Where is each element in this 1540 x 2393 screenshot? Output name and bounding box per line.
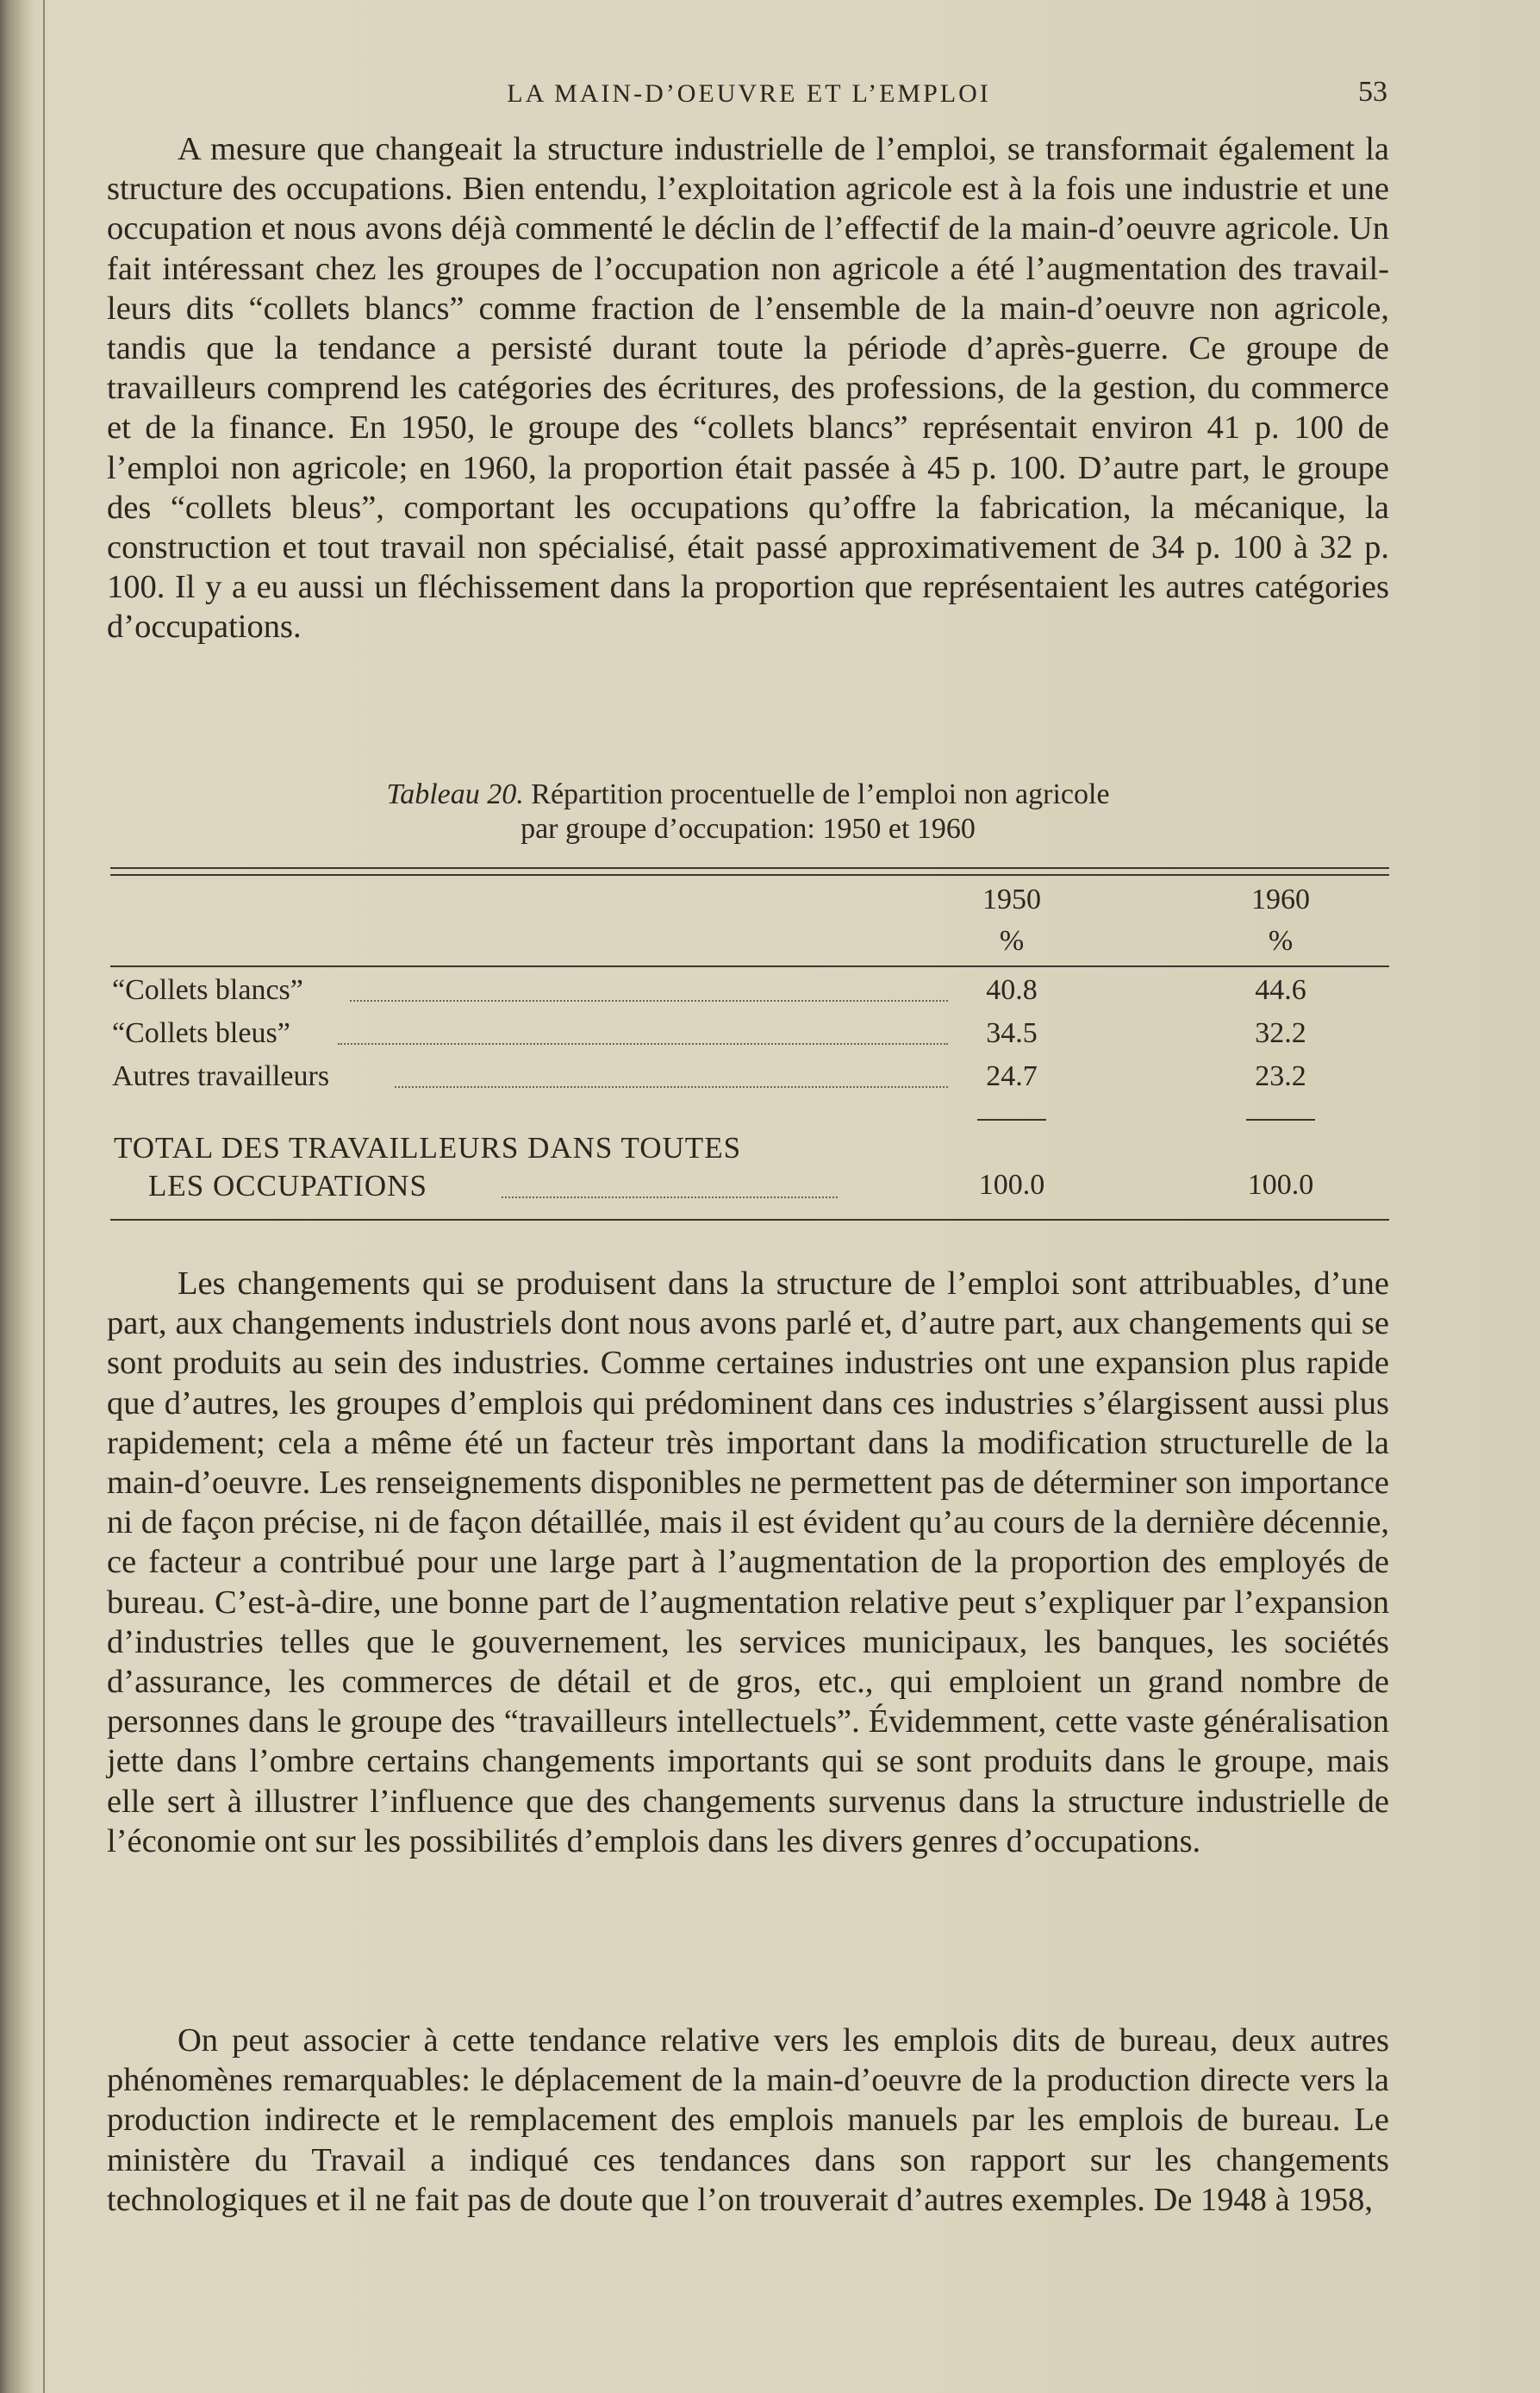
sum-rule-1960 — [1246, 1119, 1315, 1121]
row-label: “Collets bleus” — [112, 1017, 290, 1049]
column-year: 1960 — [1251, 884, 1310, 915]
column-header-1950 — [943, 879, 1081, 962]
table-caption-title: Répartition procentuelle de l’emploi non agricole — [531, 778, 1110, 810]
row-label: Autres travailleurs — [112, 1060, 330, 1092]
total-value-1960: 100.0 — [1247, 1169, 1314, 1201]
value-1960: 32.2 — [1255, 1017, 1306, 1049]
total-label-line-1: TOTAL DES TRAVAILLEURS DANS TOUTES — [114, 1131, 742, 1165]
value-1960: 23.2 — [1255, 1060, 1306, 1092]
value-1960: 44.6 — [1255, 974, 1306, 1006]
body-paragraph-3: On peut associer à cette tendance relative vers les emplois dits de bureau, deux autres phénomènes remarquables: le déplacement de la main-d’oeuvre de la production directe vers la production indirecte et le remplacement des emplois manuels par les emplois de bureau. Le ministère du Travail a indiqué ces tendances dans son rapport sur les changements technologiques et il ne fait pas de doute que l’on trouverait d’autres exemples. De 1948 à 1958, — [107, 2022, 1389, 2218]
column-unit: % — [999, 925, 1025, 957]
table-caption-line-1 — [107, 778, 1389, 812]
total-label-line-2: LES OCCUPATIONS — [148, 1169, 427, 1203]
value-1950: 34.5 — [986, 1017, 1038, 1049]
column-year: 1950 — [982, 884, 1041, 915]
column-unit: % — [1268, 925, 1294, 957]
table-caption-line-2: par groupe d’occupation: 1950 et 1960 — [521, 813, 976, 845]
dot-leader — [350, 1000, 948, 1002]
dot-leader — [338, 1043, 948, 1045]
table-row — [110, 1060, 1389, 1103]
column-header-1960 — [1212, 879, 1350, 962]
value-1950: 40.8 — [986, 974, 1038, 1006]
table-caption-label: Tableau 20. — [386, 778, 524, 810]
sum-rule-1950 — [977, 1119, 1046, 1121]
margin-rule — [43, 0, 45, 2393]
total-row-label — [114, 1129, 872, 1205]
row-label: “Collets blancs” — [112, 974, 303, 1006]
dot-leader — [502, 1196, 838, 1198]
dot-leader — [395, 1086, 948, 1088]
book-spine-shadow — [0, 0, 34, 2393]
table-top-rule — [110, 867, 1389, 869]
table-bottom-rule — [110, 1219, 1389, 1221]
table-caption — [107, 778, 1389, 847]
body-paragraph-1: A mesure que changeait la structure industrielle de l’emploi, se transformait également la structure des occupations. Bien entendu, l’exploitation agricole est à la fois une industrie et une occupation et nous avons déjà commenté le déclin de l’effectif de la main-d’oeuvre agricole. Un fait intéressant chez les groupes de l’occupation non agricole a été l’augmentation des travailleurs dits “collets blancs” comme fraction de l’ensemble de la main-d’oeuvre non agricole, tandis que la tendance a persisté durant toute la période d’après-guerre. Ce groupe de travailleurs comprend les catégories des écritures, des professions, de la gestion, du commerce et de la finance. En 1950, le groupe des “collets blancs” représentait environ 41 p. 100 de l’emploi non agricole; en 1960, la proportion était passée à 45 p. 100. D’autre part, le groupe des “collets bleus”, comportant les occupations qu’offre la fabrication, la mécanique, la construction et tout travail non spécialisé, était passé approximativement de 34 p. 100 à 32 p. 100. Il y a eu aussi un fléchissement dans la proportion que représentaient les autres catégories d’occupations. — [107, 131, 1389, 646]
body-paragraph-2: Les changements qui se produisent dans la structure de l’emploi sont attribuables, d’une part, aux changements industriels dont nous avons parlé et, d’autre part, aux changements qui se sont produits au sein des industries. Comme certaines industries ont une expansion plus rapide que d’autres, les groupes d’emplois qui prédominent dans ces industries s’élargissent aussi plus rapidement; cela a même été un facteur très important dans la modification structurelle de la main-d’oeuvre. Les renseignements disponibles ne permettent pas de déterminer son importance ni de façon précise, ni de façon détaillée, mais il est évident qu’au cours de la dernière décennie, ce facteur a contribué pour une large part à l’augmentation de la proportion des employés de bureau. C’est-à-dire, une bonne part de l’augmentation relative peut s’expliquer par l’expansion d’industries telles que le gouvernement, les services municipaux, les banques, les sociétés d’assurance, les commerces de détail et de gros, etc., qui emploient un grand nombre de personnes dans le groupe des “travailleurs intellectuels”. Évidemment, cette vaste généralisation jette dans l’ombre certains changements importants qui se sont produits dans le groupe, mais elle sert à illustrer l’influence que des changements survenus dans la structure industrielle de l’économie ont sur les possibilités d’emplois dans les divers genres d’occupations. — [107, 1265, 1389, 1859]
table-header-rule — [110, 965, 1389, 967]
total-value-1950: 100.0 — [978, 1169, 1045, 1201]
running-title: LA MAIN-D’OEUVRE ET L’EMPLOI — [507, 79, 991, 108]
table-top-rule-double — [110, 874, 1389, 876]
page-number: 53 — [1358, 76, 1387, 108]
table-row — [110, 1017, 1389, 1060]
running-header — [110, 76, 1387, 119]
value-1950: 24.7 — [986, 1060, 1038, 1092]
table-row — [110, 974, 1389, 1017]
